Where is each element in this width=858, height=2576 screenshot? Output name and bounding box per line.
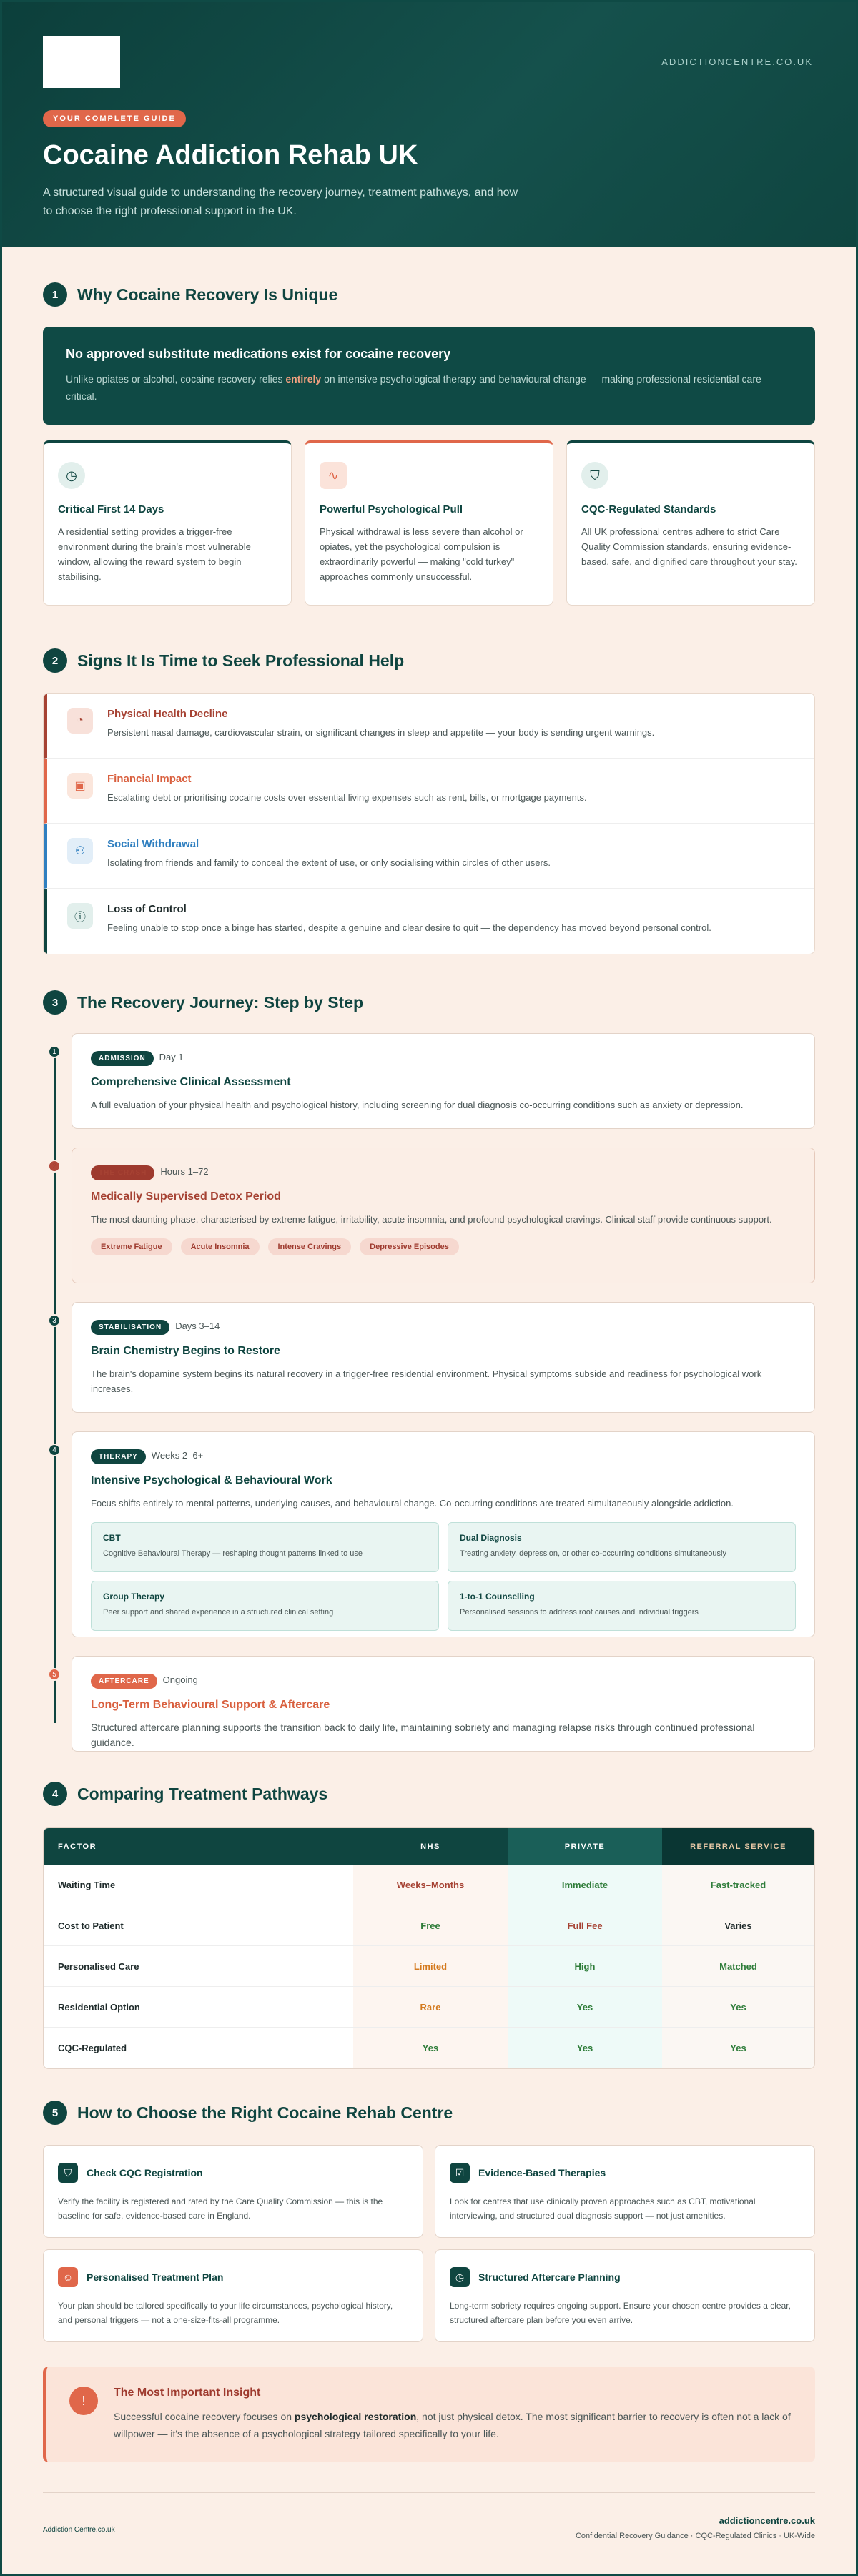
table-cell: Varies (662, 1905, 814, 1945)
therapy-title: Dual Diagnosis (460, 1533, 522, 1543)
therapy-title: 1-to-1 Counselling (460, 1592, 535, 1602)
card-text: Verify the facility is registered and rated by the Care Quality Commission — this is the baseline for safe, evidence-based care in England. (58, 2196, 383, 2221)
therapy-cell (448, 1581, 796, 1631)
table-header (44, 1828, 814, 1865)
symptom-chip: Extreme Fatigue (91, 1238, 172, 1255)
timeline (43, 1033, 815, 1752)
step-when: Hours 1–72 (160, 1166, 209, 1177)
footer-logo[interactable]: Addiction Centre.co.uk (43, 2526, 115, 2534)
guide-pill: YOUR COMPLETE GUIDE (43, 110, 186, 127)
sign-text: Feeling unable to stop once a binge has started, despite a genuine and clear desire to quit — the dependency has moved beyond personal control. (107, 922, 711, 933)
sign-title: Physical Health Decline (107, 708, 228, 720)
sign-text: Persistent nasal damage, cardiovascular strain, or significant changes in sleep and appetite — your body is sending urgent warnings. (107, 727, 655, 738)
sign-text: Escalating debt or prioritising cocaine costs over essential living expenses such as rent, bills, or mortgage payments. (107, 792, 587, 803)
sign-title: Financial Impact (107, 773, 192, 785)
symptom-chips (91, 1238, 796, 1255)
card-title: Critical First 14 Days (58, 503, 164, 515)
page-title: Cocaine Addiction Rehab UK (43, 140, 418, 170)
insight-text: Successful cocaine recovery focuses on psychological restoration, not just physical detox. The most significant barrier to recovery is often not a lack of willpower — it's the absence of a psychological strategy tailored specifically to your life. (114, 2411, 791, 2439)
section-5-title (43, 2101, 815, 2125)
section-heading: The Recovery Journey: Step by Step (77, 992, 364, 1012)
table-row (44, 1946, 814, 1987)
sign-item (44, 759, 814, 824)
step-tag: AFTERCARE (91, 1674, 157, 1689)
hero-header (2, 2, 856, 247)
signs-list (43, 693, 815, 954)
table-cell: Yes (662, 2028, 814, 2068)
card-text: Look for centres that use clinically proven approaches such as CBT, motivational interviewing, and structured dual diagnosis support — not just amenities. (450, 2196, 756, 2221)
row-label: Residential Option (58, 2001, 140, 2013)
sign-item (44, 889, 814, 954)
section-number: 2 (43, 648, 67, 673)
checkbox-icon: ☑ (450, 2163, 470, 2183)
step-title: Medically Supervised Detox Period (91, 1190, 281, 1203)
table-cell: Matched (662, 1946, 814, 1986)
therapy-cell (91, 1522, 439, 1572)
row-label: CQC-Regulated (58, 2043, 127, 2053)
table-row (44, 1987, 814, 2028)
therapy-cell (91, 1581, 439, 1631)
callout-title: No approved substitute medications exist for cocaine recovery (66, 347, 451, 361)
step-title: Comprehensive Clinical Assessment (91, 1076, 291, 1088)
table-cell: Full Fee (508, 1905, 662, 1945)
user-icon: ☺ (58, 2267, 78, 2287)
section-number: 4 (43, 1782, 67, 1806)
therapy-text: Treating anxiety, depression, or other co-occurring conditions simultaneously (460, 1549, 726, 1558)
step-title: Intensive Psychological & Behavioural Work (91, 1474, 332, 1486)
section-number: 5 (43, 2101, 67, 2125)
section-4-title (43, 1782, 815, 1806)
column-header: NHS (420, 1842, 440, 1851)
column-header: FACTOR (58, 1842, 97, 1851)
step-title: Long-Term Behavioural Support & Aftercare (91, 1699, 330, 1711)
section-number: 3 (43, 990, 67, 1015)
clock-icon: ◷ (450, 2267, 470, 2287)
insight-box (43, 2367, 815, 2462)
table-cell: High (508, 1946, 662, 1986)
therapy-grid (91, 1522, 796, 1631)
sign-item (44, 824, 814, 889)
therapy-text: Personalised sessions to address root causes and individual triggers (460, 1608, 699, 1617)
step-when: Days 3–14 (175, 1321, 220, 1331)
section-2-title (43, 648, 815, 673)
section-heading: How to Choose the Right Cocaine Rehab Centre (77, 2103, 453, 2122)
table-row (44, 1865, 814, 1905)
row-label: Cost to Patient (58, 1920, 124, 1931)
timeline-step (52, 1302, 815, 1413)
timeline-line (54, 1055, 56, 1723)
step-number: 1 (48, 1045, 61, 1058)
choose-card (435, 2249, 815, 2342)
step-when: Ongoing (162, 1674, 198, 1685)
alert-icon: ⓘ (67, 903, 93, 929)
symptom-chip: Intense Cravings (268, 1238, 352, 1255)
card-text: All UK professional centres adhere to strict Care Quality Commission standards, ensuring evidence-based, safe, and dignified care throughout your stay. (581, 526, 797, 567)
sign-title: Social Withdrawal (107, 838, 199, 850)
comparison-table (43, 1827, 815, 2069)
card-text: A residential setting provides a trigger-free environment during the brain's most vulnerable window, allowing the reward system to begin stabilising. (58, 526, 251, 582)
step-when: Weeks 2–6+ (151, 1450, 204, 1461)
section-heading: Why Cocaine Recovery Is Unique (77, 285, 338, 304)
card-title: CQC-Regulated Standards (581, 503, 716, 515)
table-cell: Yes (508, 1987, 662, 2027)
step-number: 5 (48, 1668, 61, 1681)
table-row (44, 1905, 814, 1946)
choose-card (435, 2145, 815, 2238)
sign-text: Isolating from friends and family to conceal the extent of use, or only socialising within circles of other users. (107, 857, 551, 868)
card-title: Structured Aftercare Planning (478, 2271, 621, 2283)
info-card (566, 440, 815, 606)
section-3-title (43, 990, 815, 1015)
section-heading: Signs It Is Time to Seek Professional Help (77, 651, 405, 670)
clock-icon: ◷ (58, 462, 85, 489)
footer-info (576, 2515, 815, 2540)
timeline-step (52, 1148, 815, 1283)
symptom-chip: Acute Insomnia (181, 1238, 260, 1255)
step-tag: STABILISATION (91, 1320, 169, 1335)
step-title: Brain Chemistry Begins to Restore (91, 1345, 280, 1357)
choose-grid (43, 2145, 815, 2342)
callout-text: Unlike opiates or alcohol, cocaine recovery relies entirely on intensive psychological therapy and behavioural change — making professional residential care critical. (66, 373, 761, 402)
column-header: REFERRAL SERVICE (662, 1828, 814, 1865)
unique-cards (43, 440, 815, 606)
site-logo[interactable] (43, 36, 120, 88)
table-row (44, 2028, 814, 2068)
symptom-chip: Depressive Episodes (360, 1238, 459, 1255)
site-url[interactable]: ADDICTIONCENTRE.CO.UK (661, 56, 813, 67)
row-label: Personalised Care (58, 1960, 139, 1972)
pulse-icon: ∿ (320, 462, 347, 489)
step-number: 4 (48, 1444, 61, 1456)
card-title: Personalised Treatment Plan (87, 2271, 224, 2283)
choose-card (43, 2145, 423, 2238)
table-cell: Free (353, 1905, 508, 1945)
card-title: Check CQC Registration (87, 2167, 203, 2178)
step-number: 3 (48, 1314, 61, 1327)
users-icon: ⚇ (67, 838, 93, 864)
alert-icon: ! (69, 2387, 98, 2415)
therapy-text: Cognitive Behavioural Therapy — reshaping thought patterns linked to use (103, 1549, 363, 1558)
table-cell: Immediate (508, 1865, 662, 1905)
column-header: PRIVATE (508, 1828, 662, 1865)
page-subtitle: A structured visual guide to understanding the recovery journey, treatment pathways, and how to choose the right professional support in the UK. (43, 187, 518, 217)
therapy-title: Group Therapy (103, 1592, 165, 1602)
therapy-text: Peer support and shared experience in a structured clinical setting (103, 1608, 334, 1617)
step-text: The brain's dopamine system begins its natural recovery in a trigger-free residential environment. Physical symptoms subside and readiness for psychological work increases. (91, 1368, 762, 1394)
row-label: Waiting Time (58, 1879, 116, 1890)
page-footer (43, 2492, 815, 2540)
step-text: Structured aftercare planning supports the transition back to daily life, maintaining sobriety and managing relapse risks through continued professional guidance. (91, 1722, 755, 1748)
wallet-icon: ▣ (67, 773, 93, 799)
section-heading: Comparing Treatment Pathways (77, 1784, 328, 1803)
insight-title: The Most Important Insight (114, 2387, 261, 2399)
step-text: The most daunting phase, characterised by extreme fatigue, irritability, acute insomnia, and profound psychological cravings. Clinical staff provide continuous support. (91, 1214, 772, 1225)
gauge-icon: ◔ (67, 708, 93, 734)
sign-item (44, 694, 814, 759)
info-card (43, 440, 292, 606)
timeline-step (52, 1656, 815, 1752)
step-tag: ADMISSION (91, 1051, 154, 1066)
card-title: Evidence-Based Therapies (478, 2167, 606, 2178)
step-tag: THE CRASH (91, 1165, 154, 1180)
step-when: Day 1 (159, 1052, 184, 1062)
table-cell: Fast-tracked (662, 1865, 814, 1905)
table-cell: Yes (662, 1987, 814, 2027)
table-cell: Yes (353, 2028, 508, 2068)
choose-card (43, 2249, 423, 2342)
shield-icon: ⛉ (58, 2163, 78, 2183)
card-text: Long-term sobriety requires ongoing support. Ensure your chosen centre provides a clear, structured aftercare plan before you even arrive. (450, 2301, 791, 2325)
step-text: Focus shifts entirely to mental patterns, underlying causes, and behavioural change. Co-occurring conditions are treated simultaneously alongside addiction. (91, 1498, 734, 1509)
step-tag: THERAPY (91, 1449, 146, 1464)
table-cell: Rare (353, 1987, 508, 2027)
timeline-step (52, 1033, 815, 1129)
sign-title: Loss of Control (107, 903, 187, 915)
footer-url[interactable]: addictioncentre.co.uk (719, 2515, 815, 2526)
card-title: Powerful Psychological Pull (320, 503, 463, 515)
key-callout (43, 327, 815, 425)
main-content (2, 282, 856, 2462)
therapy-title: CBT (103, 1533, 121, 1543)
table-cell: Limited (353, 1946, 508, 1986)
timeline-step (52, 1431, 815, 1637)
table-cell: Weeks–Months (353, 1865, 508, 1905)
card-text: Physical withdrawal is less severe than alcohol or opiates, yet the psychological compulsion is extraordinarily powerful — making "cold turkey" approaches commonly unsuccessful. (320, 526, 523, 582)
therapy-cell (448, 1522, 796, 1572)
step-number: 2 (48, 1160, 61, 1173)
card-text: Your plan should be tailored specifically to your life circumstances, psychological history, and personal triggers — not a one-size-fits-all programme. (58, 2301, 393, 2325)
shield-icon: ⛉ (581, 462, 608, 489)
table-cell: Yes (508, 2028, 662, 2068)
section-1-title (43, 282, 815, 307)
step-text: A full evaluation of your physical health and psychological history, including screening for dual diagnosis co-occurring conditions such as anxiety or depression. (91, 1100, 744, 1110)
info-card (305, 440, 553, 606)
section-number: 1 (43, 282, 67, 307)
footer-tagline: Confidential Recovery Guidance · CQC-Regulated Clinics · UK-Wide (575, 2532, 815, 2540)
